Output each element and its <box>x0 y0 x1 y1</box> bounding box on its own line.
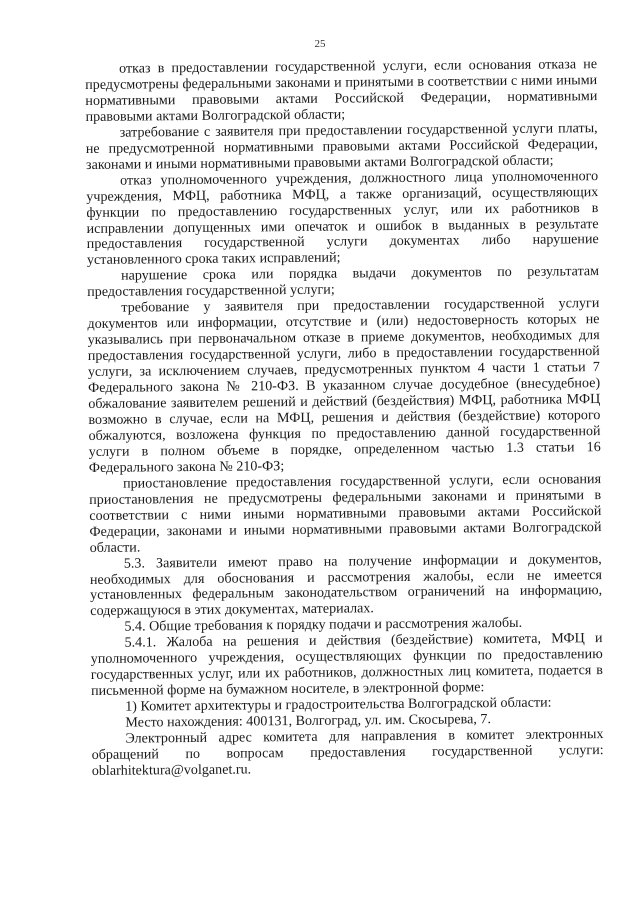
page-number: 25 <box>314 38 326 50</box>
paragraph-fee-demand: затребование с заявителя при предоставлении государственной услуги платы, не предусмотренной нормативными правовыми актами Российской Федерации, законами и иными нормативными правовыми актами Волгоградской области; <box>85 119 598 173</box>
paragraph-correction-refusal: отказ уполномоченного учреждения, должностного лица уполномоченного учреждения, МФЦ, работника МФЦ, а также организаций, осуществляющих функции по предоставлению государственных услуг, или их работников в исправлении допущенных ими опечаток и ошибок в выданных в результате предоставления государственной услуги документах либо нарушение установленного срока таких исправлений; <box>86 167 599 269</box>
paragraph-5-4: 5.4. Общие требования к порядку подачи и рассмотрения жалобы. <box>124 615 523 636</box>
paragraph-5-3: 5.3. Заявители имеют право на получение информации и документов, необходимых для обоснования и рассмотрения жалобы, если не имеется установленных федеральным законодательством ограничений на информацию, содержащуюся в этих документах, материалах. <box>89 550 603 620</box>
paragraph-refusal: отказ в предоставлении государственной услуги, если основания отказа не предусмотрены федеральными законами и принятыми в соответствии с ними иными нормативными правовыми актами Российской Федерации, нормативными правовыми актами Волгоградской области; <box>85 56 598 125</box>
paragraph-5-4-1: 5.4.1. Жалоба на решения и действия (бездействие) комитета, МФЦ и уполномоченного учреждения, осуществляющих функции по предоставлению государственных услуг, или их работников, должностных лиц комитета, подается в письменной форме на бумажном носителе, в электронной форме: <box>90 630 603 700</box>
paragraph-committee-address: Место нахождения: 400131, Волгоград, ул. им. Скосырева, 7. <box>125 711 492 731</box>
paragraph-suspension: приостановление предоставления государственной услуги, если основания приостановления не предусмотрены федеральными законами и принятыми в соответствии с ними иными нормативными правовыми актами Российской Федерации, законами и иными нормативными правовыми актами Волгоградской области. <box>89 470 602 556</box>
paragraph-committee-name: 1) Комитет архитектуры и градостроительства Волгоградской области: <box>125 694 552 715</box>
paragraph-issuance-violation: нарушение срока или порядка выдачи документов по результатам предоставления государственной услуги; <box>87 263 600 301</box>
document-body <box>85 57 604 780</box>
paragraph-committee-email: Электронный адрес комитета для направления в комитет электронных обращений по вопросам предоставления государственной услуги: oblarhitektura@volganet.ru. <box>91 726 604 779</box>
paragraph-document-demand: требование у заявителя при предоставлении государственной услуги документов или информации, отсутствие и (или) недостоверность которых не указывались при первоначальном отказе в приеме документов, необходимых для предоставления государственной услуги, либо в предоставлении государственной услуги, за исключением случаев, предусмотренных пунктом 4 части 1 статьи 7 Федерального закона № 210-ФЗ. В указанном случае досудебное (внесудебное) обжалование заявителем решений и действий (бездействия) МФЦ, работника МФЦ возможно в случае, если на МФЦ, решения и действия (бездействие) которого обжалуются, возложена функция по предоставлению данной государственной услуги в полном объеме в порядке, определенном частью 1.3 статьи 16 Федерального закона № 210-ФЗ; <box>87 295 601 476</box>
